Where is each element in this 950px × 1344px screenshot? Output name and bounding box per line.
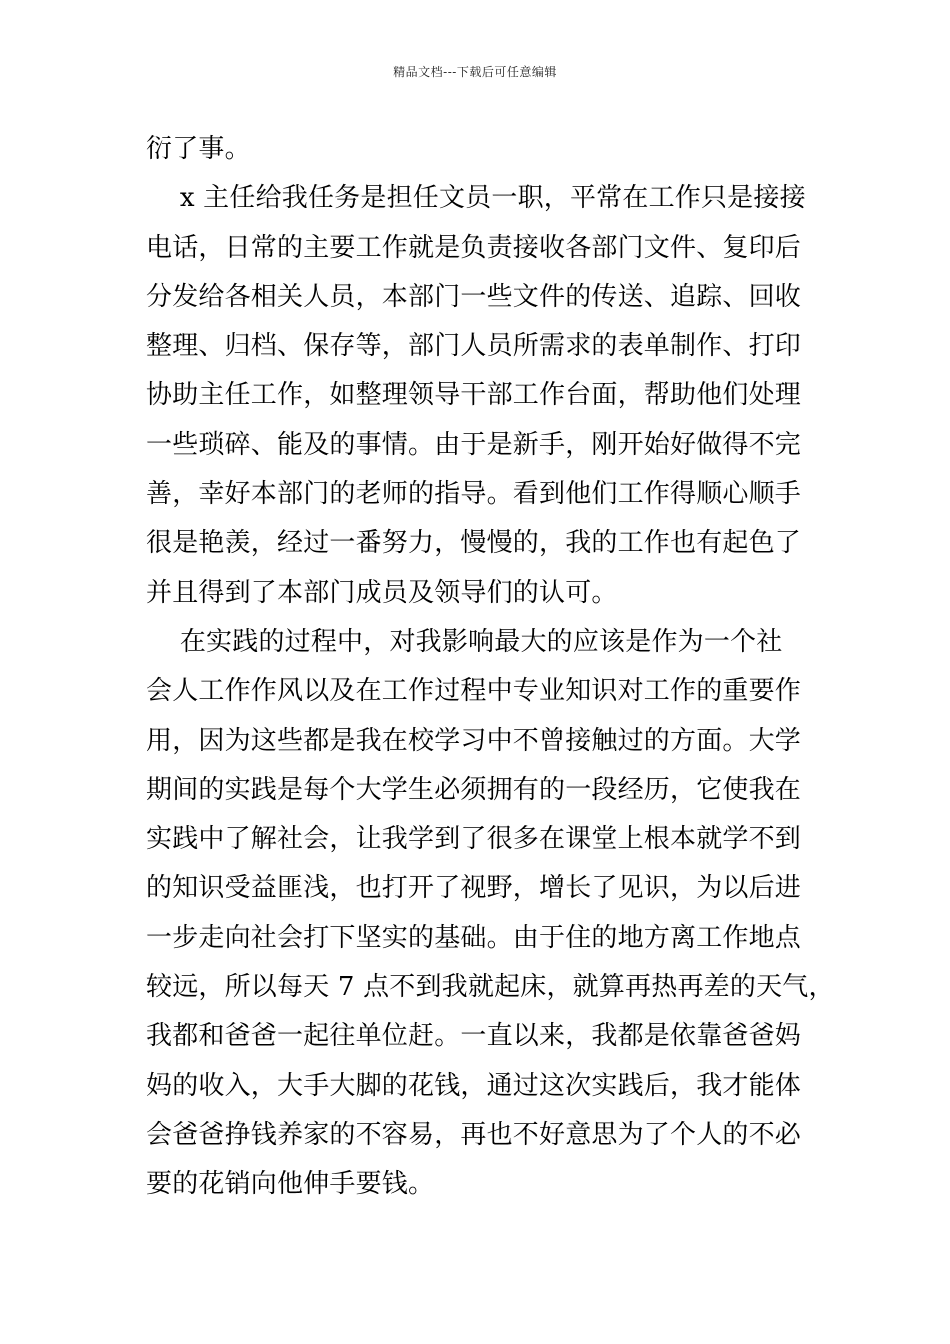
text-line: 善，幸好本部门的老师的指导。看到他们工作得顺心顺手 — [146, 479, 802, 510]
text-line: 的知识受益匪浅，也打开了视野，增长了见识，为以后进 — [146, 873, 802, 904]
text-line: 在实践的过程中，对我影响最大的应该是作为一个社 — [146, 626, 783, 657]
text-line: x 主任给我任务是担任文员一职，平常在工作只是接接 — [146, 183, 806, 214]
text-line: 期间的实践是每个大学生必须拥有的一段经历，它使我在 — [146, 774, 802, 805]
text-line: 较远，所以每天 7 点不到我就起床，就算再热再差的天气， — [146, 972, 835, 1003]
text-line: 妈的收入，大手大脚的花钱，通过这次实践后，我才能体 — [146, 1070, 802, 1101]
text-line: 协助主任工作，如整理领导干部工作台面，帮助他们处理 — [146, 380, 802, 411]
text-line: 分发给各相关人员，本部门一些文件的传送、追踪、回收 — [146, 281, 802, 312]
text-line: 并且得到了本部门成员及领导们的认可。 — [146, 577, 618, 608]
text-line: 我都和爸爸一起往单位赶。一直以来，我都是依靠爸爸妈 — [146, 1021, 802, 1052]
text-line: 整理、归档、保存等，部门人员所需求的表单制作、打印 — [146, 331, 802, 362]
page-header: 精品文档---下载后可任意编辑 — [393, 65, 557, 79]
text-line: 电话，日常的主要工作就是负责接收各部门文件、复印后 — [146, 232, 802, 263]
text-line: 衍了事。 — [146, 134, 251, 164]
text-line: 一些琐碎、能及的事情。由于是新手，刚开始好做得不完 — [146, 429, 802, 460]
text-line: 要的花销向他伸手要钱。 — [146, 1169, 435, 1200]
text-line: 会人工作作风以及在工作过程中专业知识对工作的重要作 — [146, 676, 802, 707]
text-line: 会爸爸挣钱养家的不容易，再也不好意思为了个人的不必 — [146, 1119, 802, 1150]
text-line: 用，因为这些都是我在校学习中不曾接触过的方面。大学 — [146, 725, 802, 756]
text-line: 很是艳羡，经过一番努力，慢慢的，我的工作也有起色了 — [146, 528, 802, 559]
body-text — [146, 125, 835, 1210]
text-line: 实践中了解社会，让我学到了很多在课堂上根本就学不到 — [146, 824, 802, 855]
text-line: 一步走向社会打下坚实的基础。由于住的地方离工作地点 — [146, 922, 802, 953]
